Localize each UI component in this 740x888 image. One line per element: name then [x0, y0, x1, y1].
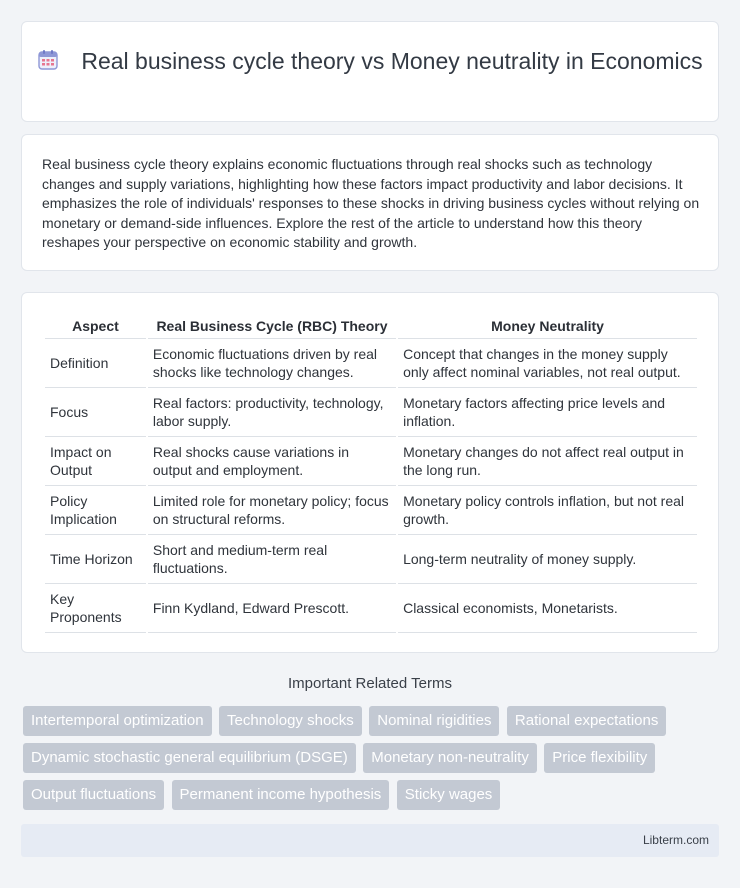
intro-card — [21, 134, 719, 271]
intro-paragraph: Real business cycle theory explains economic fluctuations through real shocks such as technology changes and supply variations, highlighting how these factors impact productivity and labor decisions. It emphasizes the role of individuals' responses to these shocks in driving business cycles without relying on monetary or demand-side influences. Explore the rest of the article to understand how this theory reshapes your perspective on economic stability and growth. — [42, 156, 700, 251]
cell-money: Long-term neutrality of money supply. — [398, 535, 697, 584]
cell-money: Monetary changes do not affect real output in the long run. — [398, 437, 697, 486]
table-row — [45, 339, 697, 388]
related-terms-list — [23, 706, 723, 817]
table-row — [45, 535, 697, 584]
table-header-row — [45, 313, 697, 339]
cell-rbc: Limited role for monetary policy; focus on structural reforms. — [148, 486, 396, 535]
related-term-tag[interactable]: Technology shocks — [219, 706, 362, 736]
related-term-tag[interactable]: Dynamic stochastic general equilibrium (DSGE) — [23, 743, 356, 773]
comparison-card — [21, 292, 719, 653]
cell-aspect: Definition — [45, 339, 146, 388]
page-title — [22, 47, 718, 76]
table-row — [45, 388, 697, 437]
cell-money: Concept that changes in the money supply only affect nominal variables, not real output. — [398, 339, 697, 388]
cell-aspect: Focus — [45, 388, 146, 437]
cell-aspect: Impact on Output — [45, 437, 146, 486]
comparison-table — [43, 313, 699, 633]
related-term-tag[interactable]: Intertemporal optimization — [23, 706, 212, 736]
title-text: Real business cycle theory vs Money neutrality in Economics — [81, 48, 703, 74]
table-row — [45, 584, 697, 633]
related-term-tag[interactable]: Rational expectations — [507, 706, 666, 736]
cell-money: Monetary policy controls inflation, but not real growth. — [398, 486, 697, 535]
title-card — [21, 21, 719, 122]
header-money-neutrality: Money Neutrality — [398, 313, 697, 339]
related-term-tag[interactable]: Permanent income hypothesis — [172, 780, 390, 810]
cell-aspect: Key Proponents — [45, 584, 146, 633]
related-term-tag[interactable]: Sticky wages — [397, 780, 501, 810]
cell-rbc: Economic fluctuations driven by real shocks like technology changes. — [148, 339, 396, 388]
footer-site-link[interactable]: Libterm.com — [642, 833, 709, 847]
table-row — [45, 437, 697, 486]
related-term-tag[interactable]: Monetary non-neutrality — [363, 743, 537, 773]
cell-rbc: Real shocks cause variations in output and employment. — [148, 437, 396, 486]
related-term-tag[interactable]: Nominal rigidities — [369, 706, 499, 736]
cell-aspect: Time Horizon — [45, 535, 146, 584]
cell-money: Monetary factors affecting price levels and inflation. — [398, 388, 697, 437]
header-aspect: Aspect — [45, 313, 146, 339]
calendar-icon — [37, 49, 59, 71]
cell-rbc: Short and medium-term real fluctuations. — [148, 535, 396, 584]
table-row — [45, 486, 697, 535]
footer — [21, 824, 719, 857]
header-rbc: Real Business Cycle (RBC) Theory — [148, 313, 396, 339]
related-term-tag[interactable]: Price flexibility — [544, 743, 655, 773]
cell-rbc: Finn Kydland, Edward Prescott. — [148, 584, 396, 633]
related-term-tag[interactable]: Output fluctuations — [23, 780, 164, 810]
cell-rbc: Real factors: productivity, technology, labor supply. — [148, 388, 396, 437]
cell-aspect: Policy Implication — [45, 486, 146, 535]
related-terms-heading: Important Related Terms — [288, 675, 452, 692]
cell-money: Classical economists, Monetarists. — [398, 584, 697, 633]
